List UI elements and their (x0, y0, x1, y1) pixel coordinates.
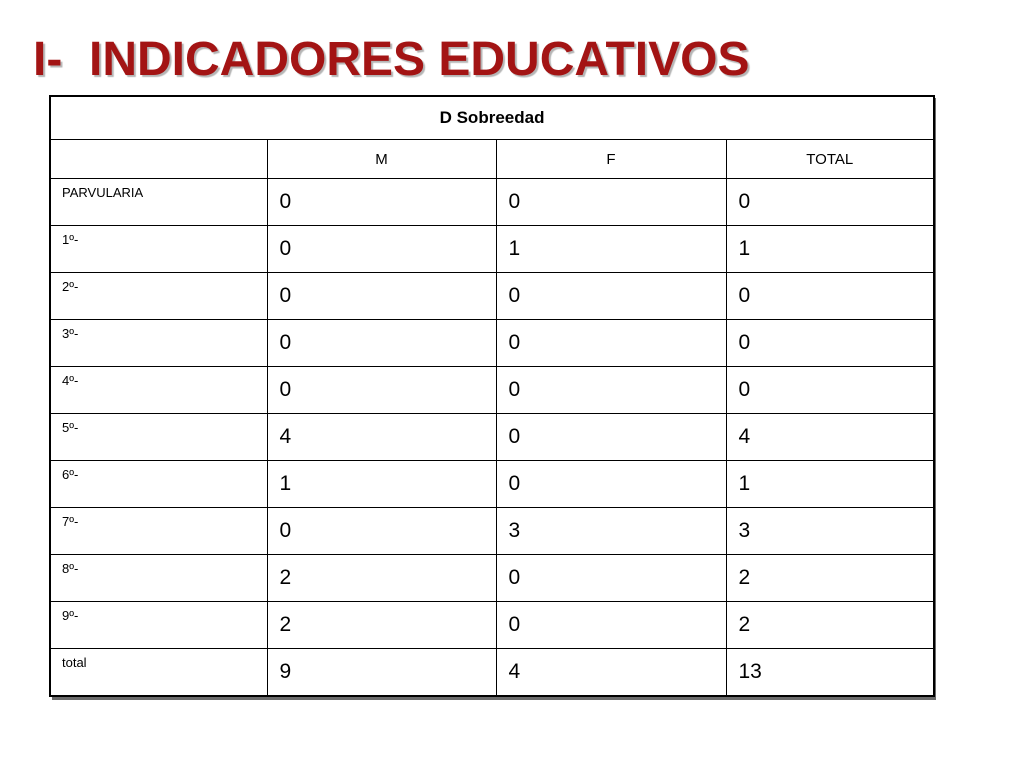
row-label: 3º- (50, 320, 267, 367)
value-total: 1 (726, 461, 934, 508)
page-title: I- INDICADORES EDUCATIVOS (33, 33, 750, 86)
row-label: 8º- (50, 555, 267, 602)
table-row (50, 367, 934, 414)
value-total: 2 (726, 555, 934, 602)
table-row (50, 555, 934, 602)
value-m: 0 (267, 508, 496, 555)
value-m: 9 (267, 649, 496, 697)
value-m: 0 (267, 226, 496, 273)
value-f: 0 (496, 602, 726, 649)
value-f: 4 (496, 649, 726, 697)
row-label: 1º- (50, 226, 267, 273)
value-total: 4 (726, 414, 934, 461)
header-row (50, 140, 934, 179)
table-row (50, 461, 934, 508)
value-total: 3 (726, 508, 934, 555)
column-header-empty (50, 140, 267, 179)
value-total: 0 (726, 320, 934, 367)
table-row (50, 414, 934, 461)
column-header-total: TOTAL (726, 140, 934, 179)
value-m: 0 (267, 320, 496, 367)
table-container (49, 95, 933, 697)
row-label: PARVULARIA (50, 179, 267, 226)
caption-row (50, 96, 934, 140)
table-row (50, 273, 934, 320)
value-m: 2 (267, 602, 496, 649)
value-m: 2 (267, 555, 496, 602)
table-row (50, 179, 934, 226)
value-total: 0 (726, 179, 934, 226)
row-label: total (50, 649, 267, 697)
value-m: 1 (267, 461, 496, 508)
value-f: 3 (496, 508, 726, 555)
value-m: 4 (267, 414, 496, 461)
value-f: 0 (496, 273, 726, 320)
value-m: 0 (267, 367, 496, 414)
value-m: 0 (267, 273, 496, 320)
value-f: 1 (496, 226, 726, 273)
table-row (50, 226, 934, 273)
table-row (50, 320, 934, 367)
value-total: 0 (726, 367, 934, 414)
table-row (50, 602, 934, 649)
value-f: 0 (496, 555, 726, 602)
value-m: 0 (267, 179, 496, 226)
row-label: 9º- (50, 602, 267, 649)
value-f: 0 (496, 367, 726, 414)
value-f: 0 (496, 414, 726, 461)
value-total: 1 (726, 226, 934, 273)
value-total: 2 (726, 602, 934, 649)
table-row (50, 508, 934, 555)
value-f: 0 (496, 320, 726, 367)
value-total: 13 (726, 649, 934, 697)
column-header-f: F (496, 140, 726, 179)
column-header-m: M (267, 140, 496, 179)
value-total: 0 (726, 273, 934, 320)
table-row (50, 649, 934, 697)
data-table (49, 95, 935, 697)
row-label: 5º- (50, 414, 267, 461)
table-caption: D Sobreedad (50, 96, 934, 140)
row-label: 6º- (50, 461, 267, 508)
value-f: 0 (496, 179, 726, 226)
row-label: 4º- (50, 367, 267, 414)
row-label: 2º- (50, 273, 267, 320)
row-label: 7º- (50, 508, 267, 555)
value-f: 0 (496, 461, 726, 508)
